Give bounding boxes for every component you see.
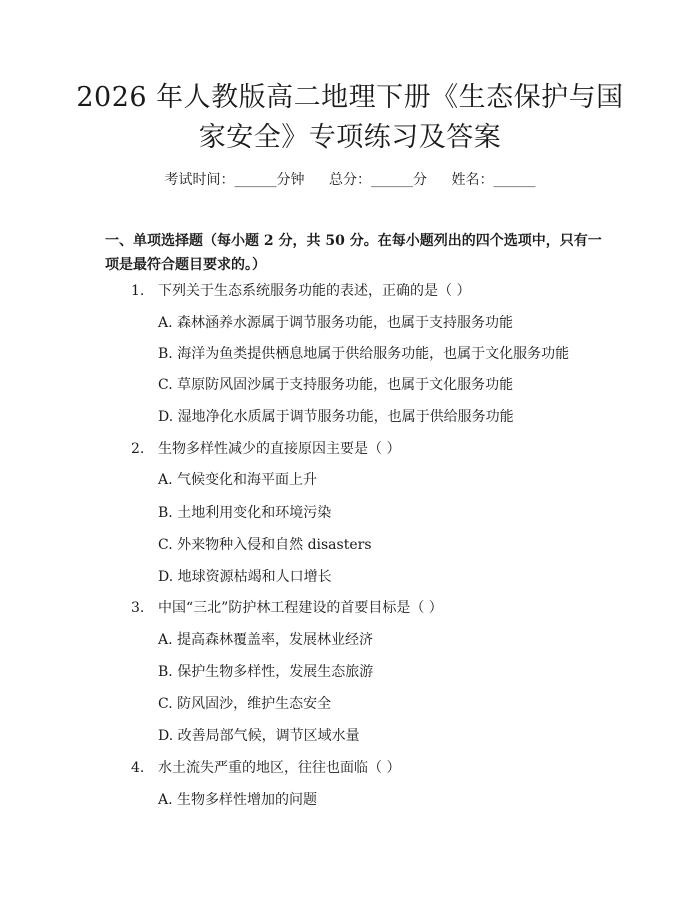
option-2d: D. 地球资源枯竭和人口增长	[158, 569, 332, 585]
option-4a: A. 生物多样性增加的问题	[158, 792, 318, 808]
exam-time: 考试时间：______分钟	[164, 172, 305, 188]
option-2a: A. 气候变化和海平面上升	[158, 472, 318, 488]
option-3c: C. 防风固沙，维护生态安全	[158, 696, 332, 712]
option-1a: A. 森林涵养水源属于调节服务功能，也属于支持服务功能	[158, 315, 514, 331]
question-number: 2.	[131, 441, 145, 457]
question-stem: 中国“三北”防护林工程建设的首要目标是（ ）	[158, 600, 443, 616]
option-1b: B. 海洋为鱼类提供栖息地属于供给服务功能，也属于文化服务功能	[158, 346, 570, 362]
option-2b: B. 土地利用变化和环境污染	[158, 505, 332, 521]
question-number: 1.	[131, 283, 145, 299]
question-stem: 生物多样性减少的直接原因主要是（ ）	[158, 441, 401, 457]
option-3b: B. 保护生物多样性，发展生态旅游	[158, 664, 374, 680]
question-number: 4.	[131, 760, 145, 776]
question-stem: 下列关于生态系统服务功能的表述，正确的是（ ）	[158, 283, 471, 299]
option-2c: C. 外来物种入侵和自然 disasters	[158, 537, 372, 553]
title-line-2: 家安全》专项练习及答案	[198, 122, 502, 153]
section-heading: 一、单项选择题（每小题 2 分，共 50 分。在每小题列出的四个选项中，只有一项是最符合题目要求的。）	[105, 233, 602, 273]
option-1d: D. 湿地净化水质属于调节服务功能，也属于供给服务功能	[158, 409, 514, 425]
question-2	[131, 439, 400, 459]
option-3d: D. 改善局部气候，调节区域水量	[158, 728, 360, 744]
option-3a: A. 提高森林覆盖率，发展林业经济	[158, 632, 374, 648]
question-1	[131, 281, 470, 301]
document-title	[60, 78, 640, 158]
student-name: 姓名：______	[451, 172, 536, 188]
title-line-1: 2026 年人教版高二地理下册《生态保护与国	[76, 82, 624, 113]
question-stem: 水土流失严重的地区，往往也面临（ ）	[158, 760, 401, 776]
question-4	[131, 758, 400, 778]
exam-meta	[0, 169, 700, 189]
option-1c: C. 草原防风固沙属于支持服务功能，也属于文化服务功能	[158, 377, 514, 393]
exam-score: 总分：______分	[329, 172, 427, 188]
question-number: 3.	[131, 600, 145, 616]
question-3	[131, 598, 443, 618]
